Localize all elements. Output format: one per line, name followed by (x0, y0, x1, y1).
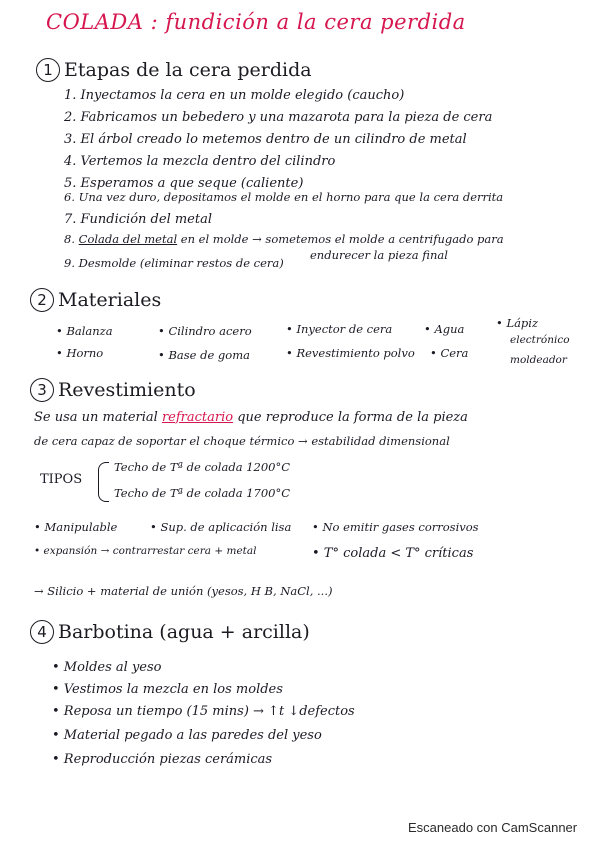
section-title: Etapas de la cera perdida (64, 59, 312, 81)
section-title: Barbotina (agua + arcilla) (58, 621, 310, 643)
section-3-header (30, 378, 196, 402)
page-title: COLADA : fundición a la cera perdida (46, 10, 466, 34)
tipo-item: Techo de Tª de colada 1700°C (114, 486, 291, 500)
material-item: • Lápiz (496, 316, 539, 330)
stage-item-8-continuation: endurecer la pieza final (310, 248, 448, 262)
material-item: • Inyector de cera (286, 322, 393, 336)
property-item: • expansión → contrarrestar cera + metal (34, 545, 257, 557)
barbotina-item: • Reproducción piezas cerámicas (52, 752, 273, 767)
property-item: • Sup. de aplicación lisa (150, 520, 292, 534)
stage-item: 7. Fundición del metal (64, 212, 213, 227)
material-item-cont: electrónico (510, 334, 570, 346)
material-item: • Cera (430, 346, 469, 360)
section-2-header (30, 288, 161, 312)
barbotina-item: • Vestimos la mezcla en los moldes (52, 682, 283, 697)
stage-item: 4. Vertemos la mezcla dentro del cilindro (64, 154, 336, 169)
stage-item-8 (64, 232, 504, 246)
revestimiento-line-1 (34, 410, 468, 425)
composition-line: → Silicio + material de unión (yesos, H B, NaCl, ...) (34, 584, 333, 598)
stage-item-8-rest: en el molde → sometemos el molde a centrifugado para (180, 232, 504, 246)
property-item: • T° colada < T° críticas (312, 546, 474, 561)
stage-item: 2. Fabricamos un bebedero y una mazarota para la pieza de cera (64, 110, 493, 125)
stage-item: 5. Esperamos a que seque (caliente) (64, 176, 304, 191)
section-number: 1 (36, 58, 60, 82)
barbotina-item: • Moldes al yeso (52, 660, 162, 675)
section-number: 4 (30, 620, 54, 644)
stage-item: 3. El árbol creado lo metemos dentro de un cilindro de metal (64, 132, 467, 147)
section-title: Materiales (58, 289, 162, 311)
stage-item: 1. Inyectamos la cera en un molde elegido (caucho) (64, 88, 405, 103)
stage-item: 6. Una vez duro, depositamos el molde en el horno para que la cera derrita (64, 190, 504, 204)
tipo-item: Techo de Tª de colada 1200°C (114, 460, 291, 474)
section-4-header (30, 620, 310, 644)
tipos-label: TIPOS (40, 472, 83, 487)
property-item: • Manipulable (34, 520, 118, 534)
material-item: • Balanza (56, 324, 113, 338)
section-1-header (36, 58, 312, 82)
barbotina-item: • Reposa un tiempo (15 mins) → ↑t ↓defectos (52, 704, 355, 719)
section-number: 3 (30, 378, 54, 402)
stage-item: 9. Desmolde (eliminar restos de cera) (64, 256, 284, 270)
property-item: • No emitir gases corrosivos (312, 520, 479, 534)
barbotina-item: • Material pegado a las paredes del yeso (52, 728, 322, 743)
material-item: • Base de goma (158, 348, 250, 362)
section-title: Revestimiento (58, 379, 196, 401)
highlighted-term: refractario (161, 410, 234, 425)
material-item: • Revestimiento polvo (286, 346, 415, 360)
material-item-cont: moldeador (510, 354, 567, 366)
brace-icon (98, 462, 109, 502)
stage-item-8-underlined: Colada del metal (78, 232, 178, 246)
material-item: • Agua (424, 322, 465, 336)
material-item: • Cilindro acero (158, 324, 252, 338)
material-item: • Horno (56, 346, 104, 360)
scanner-watermark: Escaneado con CamScanner (408, 820, 578, 835)
revestimiento-line-2: de cera capaz de soportar el choque térmico → estabilidad dimensional (34, 434, 450, 448)
text-span: Se usa un material (34, 410, 158, 425)
text-span: que reproduce la forma de la pieza (237, 410, 468, 425)
section-number: 2 (30, 288, 54, 312)
stage-item-8-number: 8. (64, 232, 75, 246)
